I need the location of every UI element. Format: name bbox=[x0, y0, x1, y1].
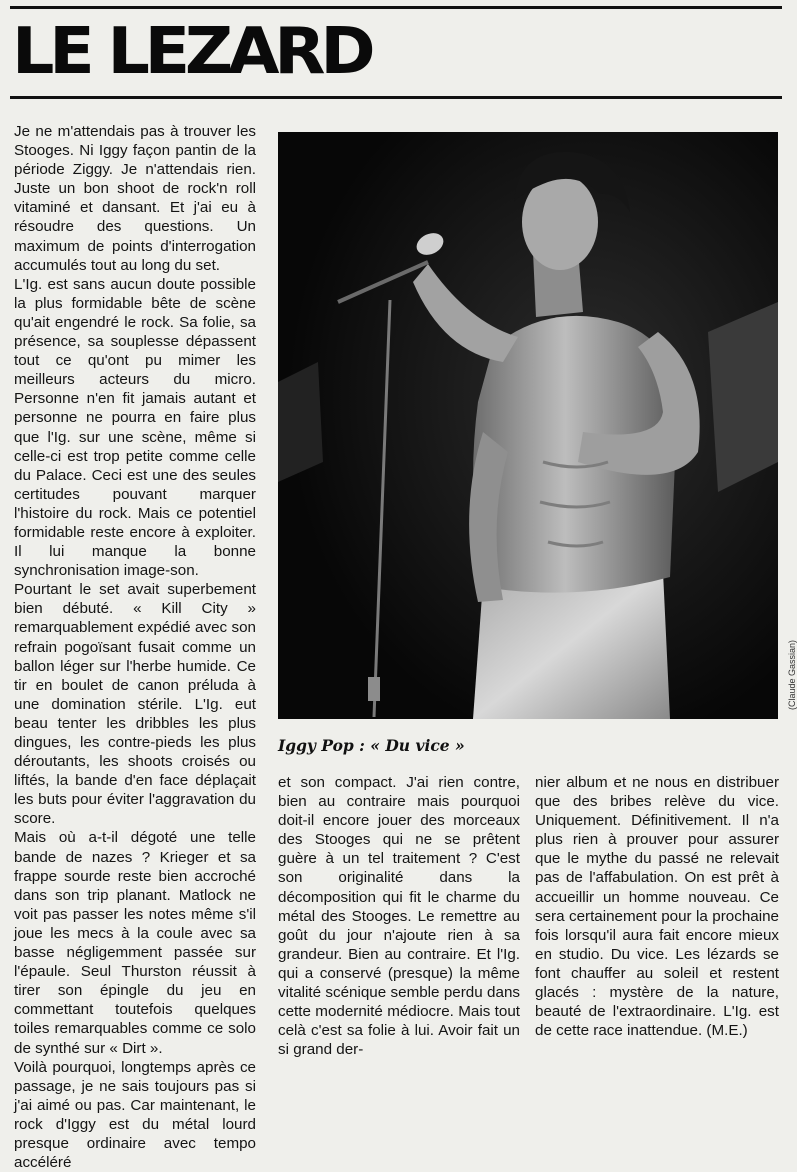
photo-caption: Iggy Pop : « Du vice » bbox=[278, 736, 465, 755]
paragraph-5: Voilà pourquoi, longtemps après ce passage, je ne sais toujours pas si j'ai aimé ou pas. Car maintenant, le rock d'Iggy est du métal lourd presque ordinaire avec tempo accéléré bbox=[14, 1058, 256, 1172]
article-column-2 bbox=[278, 773, 520, 1059]
photo-credit-text: (Claude Gassian) bbox=[787, 639, 797, 711]
paragraph-1: Je ne m'attendais pas à trouver les Stooges. Ni Iggy façon pantin de la période Ziggy. Je n'attendais rien. Juste un bon shoot de rock'n roll vitaminé et dansant. Et j'ai eu à résoudre des questions. Un maximum de points d'interrogation accumulés tout au long du set. bbox=[14, 123, 256, 274]
photo-credit bbox=[783, 640, 797, 712]
column-3-text: nier album et ne nous en distribuer que des bribes relève du vice. Uniquement. Définitivement. Il n'a plus rien à prouver pour assurer que le mythe du passé ne relevait pas de l'affabulation. On est prêt à accueillir un homme nouveau. Ce sera certainement pour la prochaine fois lorsqu'il aura fait encore mieux en studio. Du vice. Les lézards se font chauffer au soleil et restent glacés : mystère de la nature, beauté de l'extraordinaire. L'Ig. est de cette race inattendue. (M.E.) bbox=[535, 774, 779, 1040]
article-column-1 bbox=[14, 122, 256, 1172]
column-2-text: et son compact. J'ai rien contre, bien au contraire mais pourquoi doit-il encore jouer des morceaux des Stooges qui ne se prêtent guère à un tel traitement ? C'est son originalité dans la décomposition qui fit le charme du métal des Stooges. Le remettre au goût du jour n'ajoute rien à sa grandeur. Bien au contraire. Et l'Ig. qui a conservé (presque) la même vitalité scénique semble perdu dans cette modernité médiocre. Mais tout celà c'est sa folie à lui. Avoir fait un si grand der- bbox=[278, 774, 520, 1059]
performer-illustration bbox=[278, 132, 778, 719]
top-rule bbox=[10, 6, 782, 9]
headline: LE LEZARD bbox=[12, 15, 371, 89]
paragraph-4: Mais où a-t-il dégoté une telle bande de nazes ? Krieger et sa frappe sourde reste bien accroché dans son trip planant. Matlock ne voit pas passer les notes même s'il joue les mecs à la coule avec sa basse négligemment passée sur l'épaule. Seul Thurston réussit à tirer son épingle du jeu en commettant toutefois quelques toiles remarquables comme ce solo de synthé sur « Dirt ». bbox=[14, 829, 256, 1057]
headline-rule bbox=[10, 96, 782, 99]
article-column-3 bbox=[535, 773, 779, 1040]
paragraph-3: Pourtant le set avait superbement bien débuté. « Kill City » remarquablement expédié avec son refrain pogoïsant fusait comme un ballon léger sur l'herbe humide. Ce tir en boulet de canon préluda à une domination stérile. L'Ig. eut beau tenter les dribbles les plus dingues, les contre-pieds les plus déroutants, les shoots croisés ou liftés, la bande d'en face déplaçait les buts pour éviter l'aggravation du score. bbox=[14, 581, 256, 828]
paragraph-2: L'Ig. est sans aucun doute possible la plus formidable bête de scène qu'ait engendré le rock. Sa folie, sa présence, sa souplesse dépassent tout ce qu'ont pu mimer les meilleurs acteurs du micro. Personne n'en fit jamais autant et personne ne pourra en faire plus que l'Ig. sur une scène, même si celle-ci est trop petite comme celle du Palace. Ceci est une des seules certitudes pouvant marquer l'histoire du rock. Mais ce potentiel formidable reste encore à exploiter. Il lui manque la bonne synchronisation image-son. bbox=[14, 275, 256, 580]
concert-photo bbox=[278, 132, 778, 719]
